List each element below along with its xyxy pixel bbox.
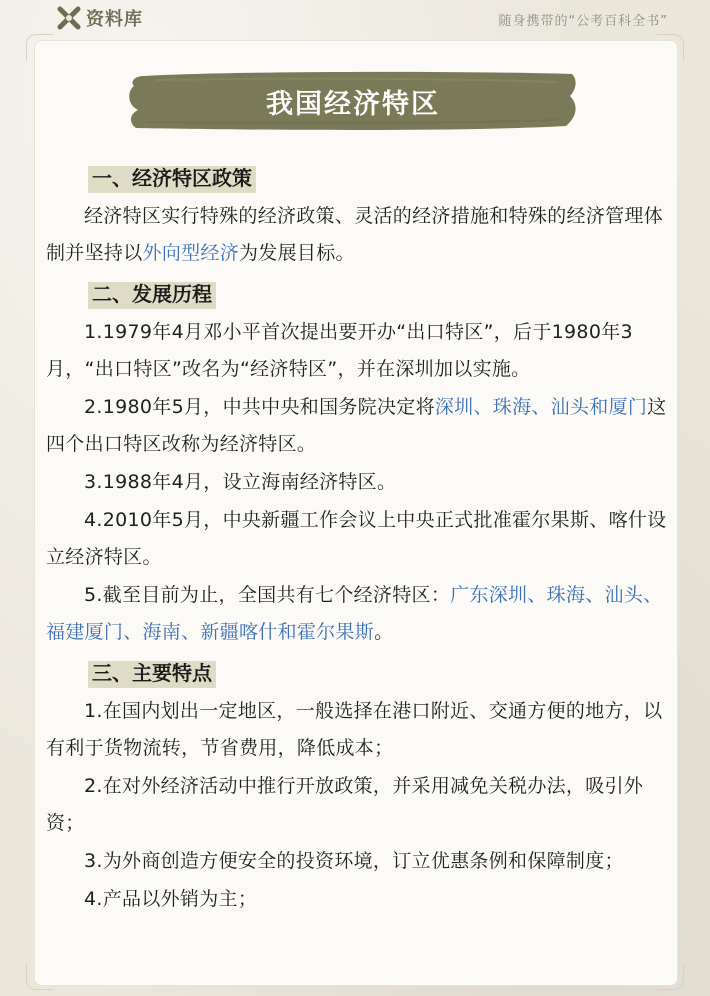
paragraph: [46, 577, 676, 651]
article-body: [46, 160, 676, 918]
text-run: 1.1979年4月邓小平首次提出要开办“出口特区”，后于1980年3月，“出口特区”改名为“经济特区”，并在深圳加以实施。: [46, 321, 633, 380]
title-banner: [126, 70, 580, 132]
tagline: 随身携带的“公考百科全书”: [498, 14, 668, 29]
text-run: 为发展目标。: [239, 242, 355, 264]
top-bar: [0, 0, 710, 40]
paragraph: [46, 502, 676, 576]
paragraph: [46, 881, 676, 918]
highlighted-text: 外向型经济: [142, 242, 240, 264]
text-run: 3.为外商创造方便安全的投资环境，订立优惠条例和保障制度；: [84, 850, 624, 872]
text-run: 2.在对外经济活动中推行开放政策，并采用减免关税办法，吸引外资；: [46, 775, 644, 834]
paragraph: [46, 389, 676, 463]
logo-text: 资料库: [86, 9, 143, 30]
section-heading-text: 二、发展历程: [92, 282, 212, 306]
paragraph: [46, 693, 676, 767]
page-title: 我国经济特区: [266, 88, 440, 120]
text-run: 4.产品以外销为主；: [84, 888, 258, 910]
paragraph: [46, 198, 676, 272]
highlighted-text: 深圳、珠海、汕头和厦门: [434, 396, 648, 418]
paragraph: [46, 843, 676, 880]
section-heading-text: 一、经济特区政策: [92, 166, 252, 190]
text-run: 2.1980年5月，中共中央和国务院决定将: [84, 396, 435, 418]
text-run: 4.2010年5月，中央新疆工作会议上中央正式批准霍尔果斯、喀什设立经济特区。: [46, 509, 667, 568]
text-run: 经济特区实行特殊的经济政策、灵活的经济措施和特殊的经济管理体制并坚持以: [46, 205, 664, 264]
text-run: 这四个出口特区改称为经济特区。: [46, 396, 667, 455]
text-run: 。: [374, 621, 394, 643]
paragraph: [46, 768, 676, 842]
section-heading: [88, 655, 216, 691]
text-run: 5.截至目前为止，全国共有七个经济特区：: [84, 584, 451, 606]
section-heading: [88, 276, 216, 312]
logo-icon: [56, 5, 82, 31]
text-run: 1.在国内划出一定地区，一般选择在港口附近、交通方便的地方，以有利于货物流转，节省费用，降低成本；: [46, 700, 663, 759]
section-heading: [88, 160, 256, 196]
paragraph: [46, 464, 676, 501]
highlighted-text: 广东深圳、珠海、汕头、福建厦门、海南、新疆喀什和霍尔果斯: [46, 584, 663, 643]
paragraph: [46, 314, 676, 388]
section-heading-text: 三、主要特点: [92, 661, 212, 685]
logo: [56, 5, 143, 31]
text-run: 3.1988年4月，设立海南经济特区。: [84, 471, 397, 493]
